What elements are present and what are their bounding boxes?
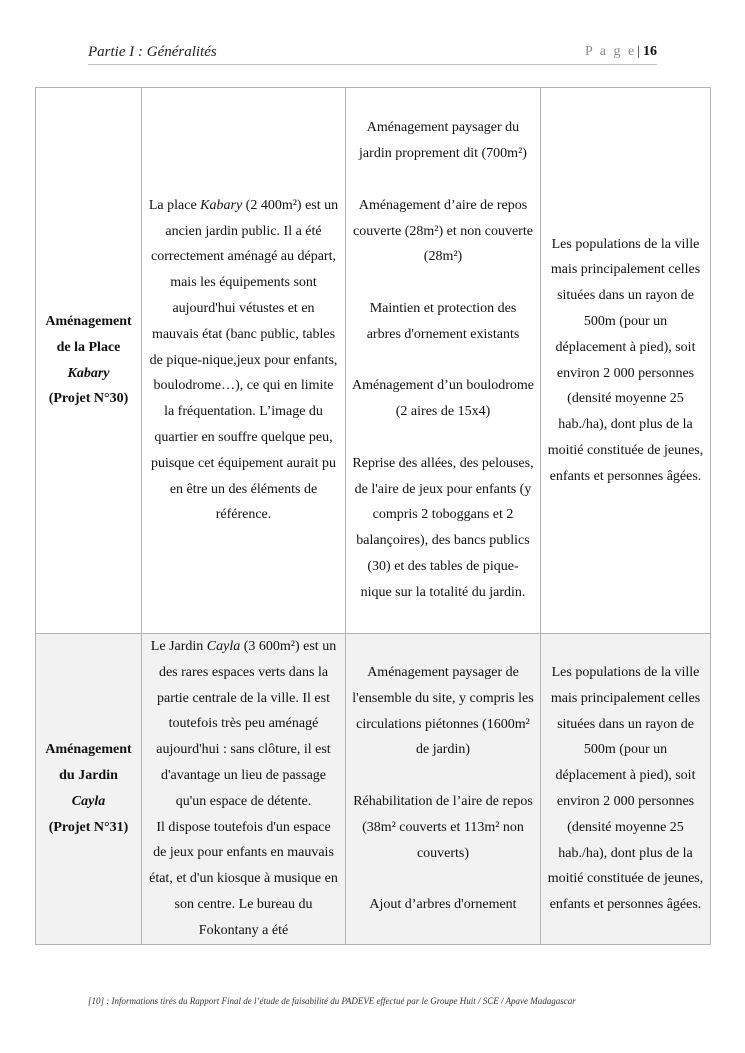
- place-name: Cayla: [206, 639, 241, 654]
- table-row: [36, 88, 711, 634]
- beneficiaries-text: Les populations de la ville mais principalement celles situées dans un rayon de 500m (pour un déplacement à pied), soit environ 2 000 personnes (densité moyenne 25 hab./ha), dont plus de la moitié constituée de jeunes, enfants et personnes âgées.: [547, 236, 704, 484]
- action-item: Aménagement paysager de l'ensemble du site, y compris les circulations piétonnes (1600m² de jardin): [352, 665, 534, 758]
- action-item: Reprise des allées, des pelouses, de l'aire de jeux pour enfants (y compris 2 toboggans et 2 balançoires), des bancs publics (30) et des tables de pique-nique sur la totalité du jardin.: [352, 455, 534, 600]
- project-number: (Projet N°31): [48, 819, 129, 835]
- place-name: Kabary: [200, 197, 243, 213]
- action-item: Réhabilitation de l’aire de repos (38m² couverts et 113m² non couverts): [353, 794, 533, 861]
- projects-table: [35, 87, 711, 945]
- action-item: Aménagement d’un boulodrome (2 aires de 15x4): [352, 378, 534, 420]
- description-cell: [142, 88, 346, 634]
- section-title: Partie I : Généralités: [88, 44, 217, 60]
- project-name: Cayla: [71, 794, 106, 809]
- action-item: Aménagement paysager du jardin proprement dit (700m²): [359, 120, 527, 162]
- action-item: Ajout d’arbres d'ornement: [369, 897, 517, 913]
- description-text: Il dispose toutefois d'un espace de jeux pour enfants en mauvais état, et d'un kiosque à musique en son centre. Le bureau du Fokontany a été: [149, 819, 338, 938]
- page-label: P a g e: [584, 44, 637, 59]
- page-separator: |: [637, 44, 640, 59]
- table-row: [36, 634, 711, 945]
- project-number: (Projet N°30): [48, 391, 129, 407]
- project-title-cell: [36, 88, 142, 634]
- beneficiaries-cell: [541, 88, 711, 634]
- footnote: [10] : Informations tirés du Rapport Final de l’étude de faisabilité du PADEVE effectué par le Groupe Huit / SCE / Apave Madagascar: [88, 996, 576, 1006]
- description-text: Le Jardin Cayla (3 600m²) est un des rares espaces verts dans la partie centrale de la ville. Il est toutefois très peu aménagé aujourd'hui : sans clôture, il est d'avantage un lieu de passage qu'un espace de détente.: [150, 639, 337, 809]
- page-number: 16: [643, 44, 657, 59]
- project-title-line: Aménagement: [45, 313, 132, 329]
- action-item: Aménagement d’aire de repos couverte (28m²) et non couverte (28m²): [353, 197, 533, 265]
- beneficiaries-text: Les populations de la ville mais principalement celles situées dans un rayon de 500m (pour un déplacement à pied), soit environ 2 000 personnes (densité moyenne 25 hab./ha), dont plus de la moitié constituée de jeunes, enfants et personnes âgées.: [547, 665, 704, 913]
- page-indicator: [585, 44, 657, 60]
- beneficiaries-cell: [541, 634, 711, 945]
- project-title-line: Aménagement: [45, 742, 132, 758]
- project-title-line: de la Place: [56, 339, 121, 355]
- description-text: La place Kabary (2 400m²) est un ancien jardin public. Il a été correctement aménagé au départ, mais les équipements sont aujourd'hui vétustes et en mauvais état (banc public, tables de pique-nique,jeux pour enfants, boulodrome…), ce qui en limite la fréquentation. L’image du quartier en souffre quelque peu, puisque cet équipement aurait pu en être un des éléments de référence.: [148, 197, 339, 523]
- page-header: [88, 40, 657, 65]
- description-cell: [142, 634, 346, 945]
- actions-cell: [346, 88, 541, 634]
- action-item: Maintien et protection des arbres d'ornement existants: [366, 301, 520, 342]
- project-name: Kabary: [67, 365, 110, 381]
- actions-cell: [346, 634, 541, 945]
- project-title-cell: [36, 634, 142, 945]
- project-title-line: du Jardin: [59, 768, 118, 784]
